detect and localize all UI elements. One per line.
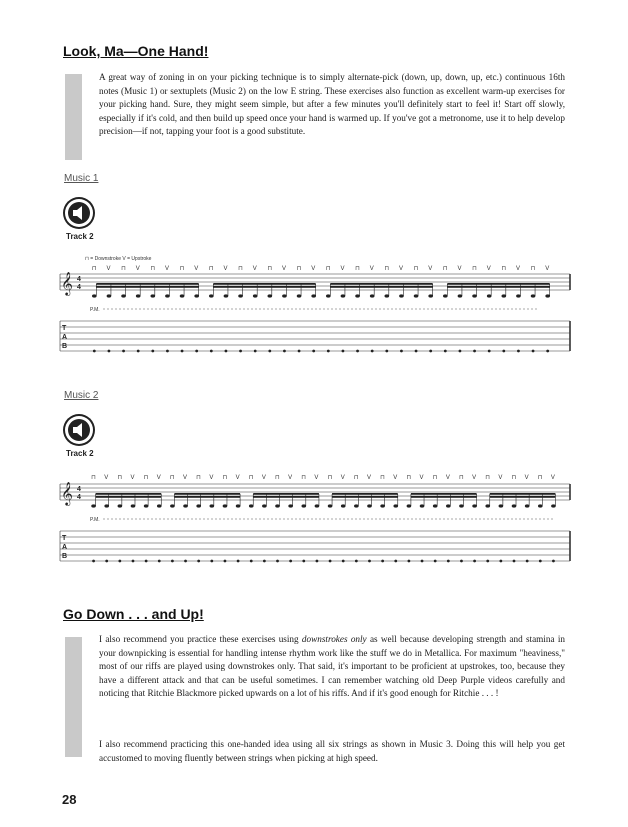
note-head xyxy=(121,294,126,297)
upstroke-mark: V xyxy=(524,475,529,481)
music-2-label: Music 2 xyxy=(64,390,99,401)
tab-dot xyxy=(400,350,403,353)
note-head xyxy=(107,294,112,297)
downstroke-mark: ⊓ xyxy=(325,266,331,272)
tab-dot xyxy=(118,560,121,563)
note-beam xyxy=(411,496,477,498)
downstroke-mark: ⊓ xyxy=(179,266,185,272)
sidebar-bar xyxy=(65,637,82,757)
downstroke-mark: ⊓ xyxy=(530,266,536,272)
note-head xyxy=(525,504,530,507)
downstroke-mark: ⊓ xyxy=(121,266,126,272)
tab-dot xyxy=(459,350,462,353)
note-head xyxy=(249,504,254,507)
downstroke-mark: ⊓ xyxy=(380,475,385,481)
tab-dot xyxy=(342,350,345,353)
note-head xyxy=(151,294,156,297)
tab-dot xyxy=(355,560,358,563)
note-head xyxy=(118,504,123,507)
note-beam xyxy=(447,283,549,285)
track-2-audio-button[interactable] xyxy=(63,197,95,241)
tab-dot xyxy=(158,560,161,563)
tab-dot xyxy=(371,350,374,353)
downstroke-mark: ⊓ xyxy=(413,266,419,272)
note-head xyxy=(288,504,293,507)
tab-dot xyxy=(488,350,491,353)
tab-dot xyxy=(517,350,520,353)
tab-dot xyxy=(171,560,174,563)
upstroke-mark: V xyxy=(314,475,319,481)
note-head xyxy=(433,504,438,507)
note-head xyxy=(341,294,346,297)
tab-dot xyxy=(225,350,228,353)
tab-dot xyxy=(460,560,463,563)
upstroke-mark: V xyxy=(393,475,398,481)
downstroke-mark: ⊓ xyxy=(432,475,438,481)
note-head xyxy=(420,504,425,507)
downstroke-mark: ⊓ xyxy=(208,266,214,272)
downstroke-mark: ⊓ xyxy=(406,475,412,481)
svg-text:T: T xyxy=(62,535,67,542)
note-head xyxy=(210,504,215,507)
note-head xyxy=(545,294,550,297)
upstroke-mark: V xyxy=(261,475,266,481)
note-head xyxy=(355,294,360,297)
music-1-label: Music 1 xyxy=(64,173,99,184)
tab-dot xyxy=(329,560,332,563)
downstroke-mark: ⊓ xyxy=(238,266,243,272)
all-strings-paragraph: I also recommend practicing this one-handed idea using all six strings as shown in Music 3. Doing this will help you get accustomed to moving fluently between strings when picking at high speed. xyxy=(99,739,565,763)
palm-mute-label: P.M. xyxy=(90,307,100,313)
note-head xyxy=(531,294,536,297)
tab-dot xyxy=(289,560,292,563)
palm-mute-label: P.M. xyxy=(90,517,100,523)
note-head xyxy=(196,504,201,507)
music-2-notation xyxy=(55,470,575,570)
upstroke-mark: V xyxy=(194,266,199,272)
downstroke-mark: ⊓ xyxy=(222,475,228,481)
downstroke-mark: ⊓ xyxy=(537,475,543,481)
note-head xyxy=(407,504,412,507)
svg-text:4: 4 xyxy=(77,284,81,291)
note-head xyxy=(194,294,199,297)
upstroke-mark: V xyxy=(366,475,372,481)
downstroke-mark: ⊓ xyxy=(169,475,175,481)
note-head xyxy=(516,294,521,297)
note-beam xyxy=(174,493,240,495)
tab-dot xyxy=(434,560,437,563)
tab-dot xyxy=(210,350,213,353)
note-beam xyxy=(411,493,477,495)
note-head xyxy=(170,504,175,507)
upstroke-mark: V xyxy=(135,266,140,272)
downstroke-mark: ⊓ xyxy=(511,475,517,481)
tab-dot xyxy=(421,560,424,563)
upstroke-mark: V xyxy=(515,266,520,272)
downstroke-mark: ⊓ xyxy=(442,266,448,272)
tab-dot xyxy=(151,350,154,353)
note-beam xyxy=(332,496,398,498)
note-head xyxy=(385,294,390,297)
downstroke-mark: ⊓ xyxy=(458,475,464,481)
tab-dot xyxy=(473,560,476,563)
tab-dot xyxy=(239,350,242,353)
downstroke-mark: ⊓ xyxy=(275,475,280,481)
note-head xyxy=(92,294,97,297)
tab-dot xyxy=(552,560,555,563)
note-head xyxy=(341,504,346,507)
tab-dot xyxy=(132,560,135,563)
tab-dot xyxy=(447,560,450,563)
tab-dot xyxy=(237,560,240,563)
tab-dot xyxy=(224,560,227,563)
upstroke-mark: V xyxy=(252,266,257,272)
tab-staff xyxy=(60,531,570,561)
page-number: 28 xyxy=(62,792,77,807)
downstroke-mark: ⊓ xyxy=(143,475,149,481)
note-head xyxy=(485,504,490,507)
note-head xyxy=(144,504,149,507)
note-beam xyxy=(96,286,198,288)
tab-dot xyxy=(327,350,330,353)
downstroke-mark: ⊓ xyxy=(353,475,359,481)
tab-dot xyxy=(263,560,266,563)
upstroke-mark: V xyxy=(164,266,169,272)
tab-dot xyxy=(122,350,125,353)
tab-dot xyxy=(298,350,301,353)
note-head xyxy=(104,504,109,507)
note-beam xyxy=(332,493,398,495)
note-beam xyxy=(96,496,162,498)
note-head xyxy=(367,504,372,507)
downstroke-mark: ⊓ xyxy=(384,266,389,272)
svg-text:A: A xyxy=(62,334,68,341)
tab-dot xyxy=(429,350,432,353)
downstroke-mark: ⊓ xyxy=(355,266,360,272)
upstroke-mark: V xyxy=(550,475,555,481)
tab-dot xyxy=(539,560,542,563)
note-head xyxy=(472,294,477,297)
note-beam xyxy=(213,283,315,285)
note-head xyxy=(180,294,185,297)
note-head xyxy=(183,504,188,507)
tab-dot xyxy=(166,350,169,353)
tab-dot xyxy=(342,560,345,563)
sidebar-bar xyxy=(65,74,82,160)
tab-dot xyxy=(145,560,148,563)
tab-dot xyxy=(408,560,411,563)
note-head xyxy=(399,294,404,297)
note-head xyxy=(446,504,451,507)
upstroke-mark: V xyxy=(498,475,503,481)
note-head xyxy=(223,504,228,507)
tab-dot xyxy=(181,350,184,353)
upstroke-mark: V xyxy=(369,266,374,272)
note-head xyxy=(393,504,398,507)
note-beam xyxy=(213,286,315,288)
tab-dot xyxy=(250,560,253,563)
svg-text:4: 4 xyxy=(77,486,81,493)
upstroke-mark: V xyxy=(223,266,228,272)
note-head xyxy=(165,294,170,297)
upstroke-mark: V xyxy=(419,475,424,481)
note-head xyxy=(311,294,316,297)
tab-staff xyxy=(60,321,570,351)
note-head xyxy=(275,504,280,507)
tab-dot xyxy=(316,560,319,563)
note-head xyxy=(458,294,463,297)
tab-dot xyxy=(137,350,140,353)
note-head xyxy=(354,504,359,507)
tab-dot xyxy=(268,350,271,353)
downstroke-mark: ⊓ xyxy=(296,266,302,272)
svg-text:T: T xyxy=(62,325,67,332)
downstroke-mark: ⊓ xyxy=(301,475,306,481)
upstroke-mark: V xyxy=(472,475,477,481)
tab-dot xyxy=(385,350,388,353)
tab-dot xyxy=(195,350,198,353)
upstroke-mark: V xyxy=(428,266,433,272)
music-1-notation xyxy=(55,250,575,360)
tab-dot xyxy=(302,560,305,563)
note-head xyxy=(370,294,375,297)
downstroke-mark: ⊓ xyxy=(327,475,333,481)
note-head xyxy=(297,294,302,297)
note-beam xyxy=(253,493,319,495)
note-head xyxy=(315,504,320,507)
note-beam xyxy=(330,286,432,288)
note-head xyxy=(157,504,162,507)
tab-dot xyxy=(499,560,502,563)
note-head xyxy=(380,504,385,507)
note-beam xyxy=(447,286,549,288)
speaker-icon xyxy=(63,414,95,446)
treble-clef: 𝄞 xyxy=(61,273,73,295)
upstroke-mark: V xyxy=(486,266,491,272)
downstroke-paragraph: I also recommend you practice these exercises using downstrokes only as well because developing strength and stamina in your downpicking is essential for handling intense rhythm work like the stuff we do in Metallica. For maximum "heaviness," most of our riffs are played using downstrokes only. That said, it's important to be proficient at upstrokes, too, because they have a different attack and that can be useful sometimes. I can remember watching old Deep Purple videos carefully and noticing that Ritchie Blackmore picked upwards on a lot of his riffs. And if it's good enough for Ritchie . . . ! xyxy=(99,634,565,699)
note-head xyxy=(538,504,543,507)
tab-dot xyxy=(356,350,359,353)
upstroke-mark: V xyxy=(104,475,109,481)
upstroke-mark: V xyxy=(183,475,188,481)
tab-dot xyxy=(526,560,529,563)
tab-dot xyxy=(197,560,200,563)
upstroke-mark: V xyxy=(340,475,345,481)
note-beam xyxy=(96,283,198,285)
tab-dot xyxy=(210,560,213,563)
downstroke-mark: ⊓ xyxy=(485,475,490,481)
note-head xyxy=(268,294,273,297)
tab-dot xyxy=(93,350,96,353)
tab-dot xyxy=(546,350,549,353)
note-beam xyxy=(96,493,162,495)
tab-dot xyxy=(394,560,397,563)
downstroke-mark: ⊓ xyxy=(248,475,254,481)
note-head xyxy=(282,294,287,297)
upstroke-mark: V xyxy=(156,475,161,481)
note-head xyxy=(131,504,136,507)
downstroke-mark: ⊓ xyxy=(501,266,506,272)
tab-dot xyxy=(312,350,315,353)
upstroke-mark: V xyxy=(106,266,111,272)
intro-paragraph: A great way of zoning in on your picking technique is to simply alternate-pick (down, up, down, up, etc.) continuous 16th notes (Music 1) or sextuplets (Music 2) on the low E string. These exercises also function as excellent warm-up exercises for your picking hand. Sure, they might seem simple, but after a few minutes you'll definitely start to feel it! Start off slowly, especially if it's cold, and then build up speed once your hand is warmed up. If you've got a metronome, use it to help develop precision—if not, tapping your foot is a good substitute. xyxy=(99,72,565,137)
note-head xyxy=(428,294,433,297)
time-signature: 4 xyxy=(77,276,81,283)
tab-dot xyxy=(276,560,279,563)
tab-dot xyxy=(254,350,257,353)
note-beam xyxy=(253,496,319,498)
upstroke-mark: V xyxy=(457,266,462,272)
downstroke-mark: ⊓ xyxy=(91,266,97,272)
treble-clef: 𝄞 xyxy=(61,483,73,505)
tab-dot xyxy=(486,560,489,563)
section-heading-go-down: Go Down . . . and Up! xyxy=(63,606,204,622)
downstroke-mark: ⊓ xyxy=(472,266,477,272)
note-head xyxy=(502,294,507,297)
upstroke-mark: V xyxy=(545,266,550,272)
tab-dot xyxy=(108,350,111,353)
note-head xyxy=(91,504,96,507)
tab-dot xyxy=(105,560,108,563)
note-head xyxy=(328,504,333,507)
note-head xyxy=(262,504,267,507)
note-head xyxy=(487,294,492,297)
svg-text:B: B xyxy=(62,343,68,350)
note-head xyxy=(512,504,517,507)
note-beam xyxy=(490,496,556,498)
note-head xyxy=(301,504,306,507)
tab-dot xyxy=(368,560,371,563)
upstroke-mark: V xyxy=(235,475,240,481)
tab-dot xyxy=(283,350,286,353)
note-beam xyxy=(330,283,432,285)
svg-text:A: A xyxy=(62,544,68,551)
track-label: Track 2 xyxy=(66,449,94,458)
svg-text:4: 4 xyxy=(77,494,81,501)
note-head xyxy=(551,504,556,507)
tab-dot xyxy=(502,350,505,353)
note-head xyxy=(224,294,229,297)
downstroke-mark: ⊓ xyxy=(267,266,272,272)
downstroke-mark: ⊓ xyxy=(91,475,96,481)
upstroke-mark: V xyxy=(130,475,135,481)
stroke-legend: ⊓ = Downstroke V = Upstroke xyxy=(85,256,152,262)
upstroke-mark: V xyxy=(281,266,286,272)
upstroke-mark: V xyxy=(288,475,293,481)
upstroke-mark: V xyxy=(398,266,403,272)
note-head xyxy=(236,504,241,507)
tab-dot xyxy=(381,560,384,563)
downstroke-mark: ⊓ xyxy=(150,266,155,272)
upstroke-mark: V xyxy=(311,266,316,272)
tab-dot xyxy=(473,350,476,353)
note-head xyxy=(499,504,504,507)
note-head xyxy=(238,294,243,297)
section-heading-look-ma: Look, Ma—One Hand! xyxy=(63,43,209,59)
track-label: Track 2 xyxy=(66,232,94,241)
note-head xyxy=(459,504,464,507)
note-head xyxy=(443,294,448,297)
tab-dot xyxy=(184,560,187,563)
note-head xyxy=(209,294,214,297)
note-head xyxy=(472,504,477,507)
tab-dot xyxy=(513,560,516,563)
speaker-icon xyxy=(63,197,95,229)
tab-dot xyxy=(444,350,447,353)
tab-dot xyxy=(415,350,418,353)
note-head xyxy=(326,294,331,297)
note-head xyxy=(253,294,258,297)
tab-dot xyxy=(532,350,535,353)
tab-dot xyxy=(92,560,95,563)
svg-text:B: B xyxy=(62,553,68,560)
downstroke-mark: ⊓ xyxy=(117,475,123,481)
downstroke-mark: ⊓ xyxy=(196,475,201,481)
upstroke-mark: V xyxy=(445,475,450,481)
upstroke-mark: V xyxy=(340,266,345,272)
note-head xyxy=(136,294,141,297)
upstroke-mark: V xyxy=(209,475,214,481)
note-head xyxy=(414,294,419,297)
track-2-audio-button-2[interactable] xyxy=(63,414,95,458)
note-beam xyxy=(174,496,240,498)
music-2-notes xyxy=(91,475,556,508)
note-beam xyxy=(490,493,556,495)
